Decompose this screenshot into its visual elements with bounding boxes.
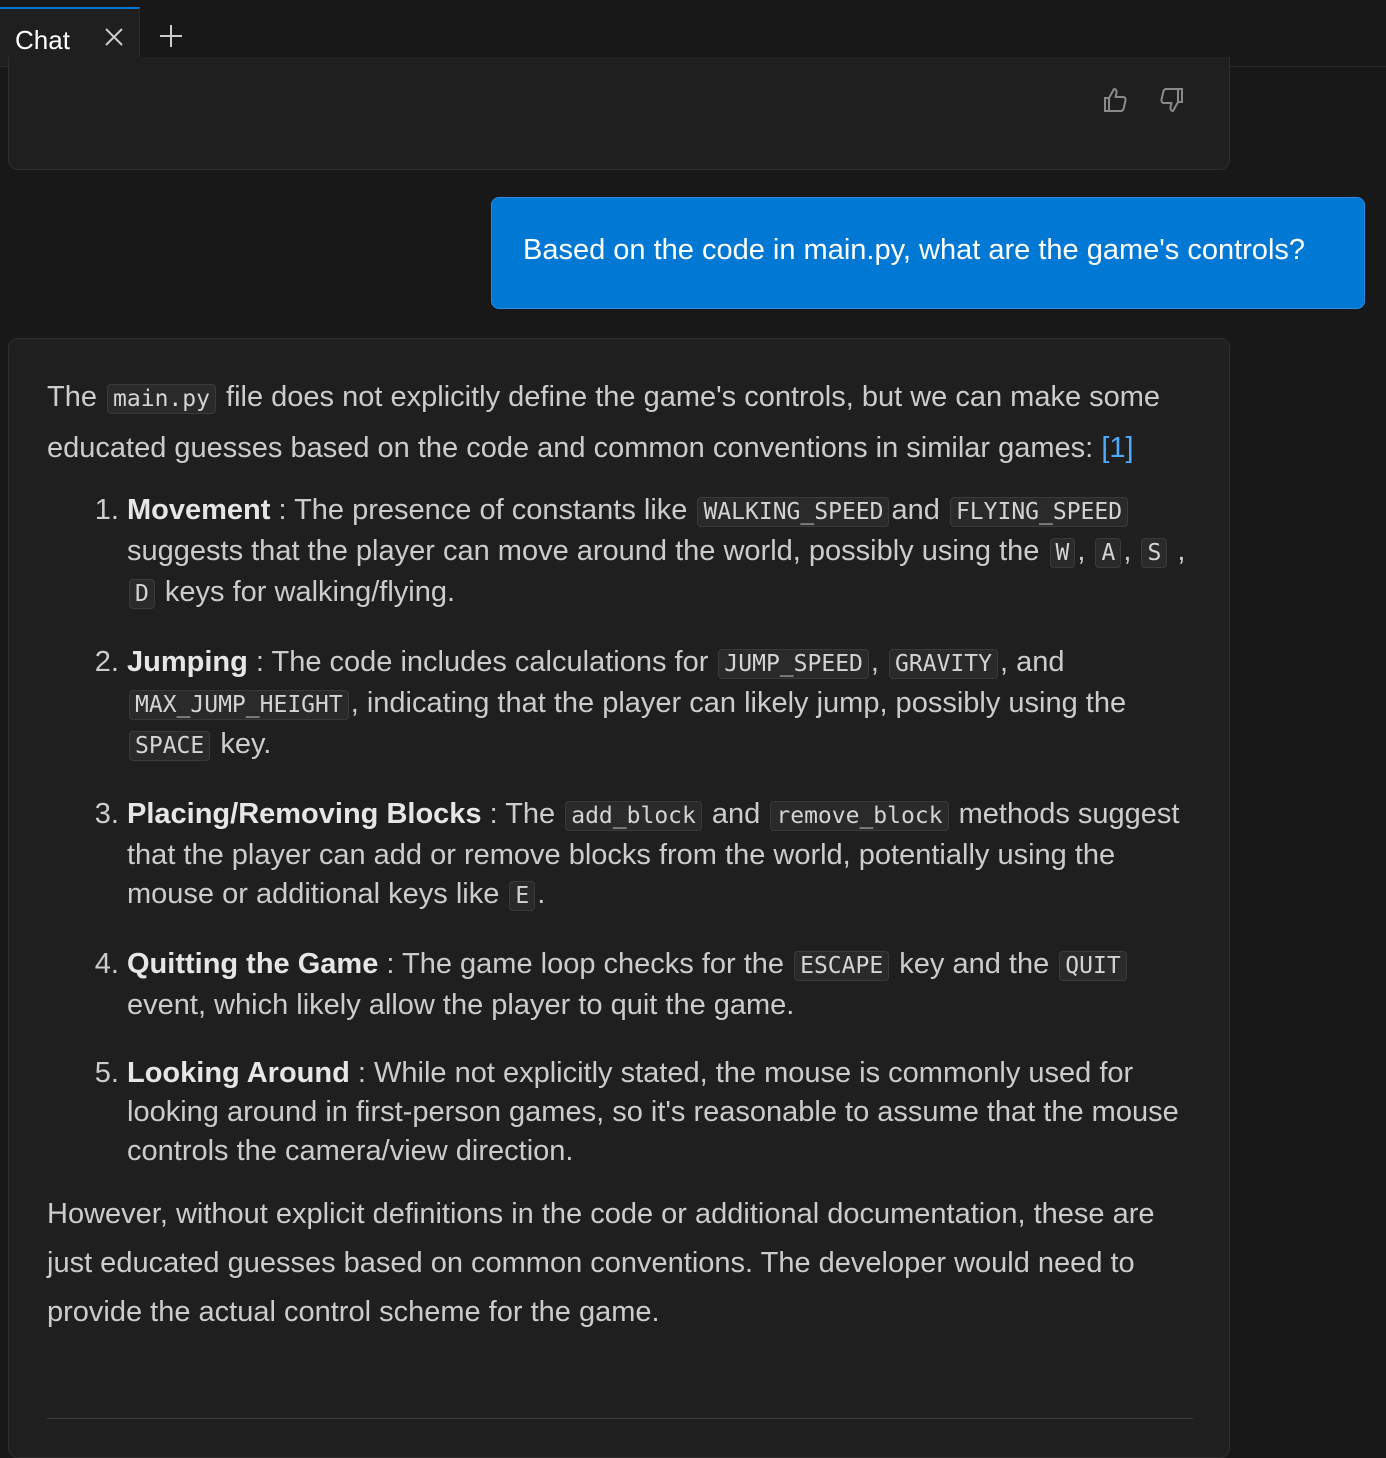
response-closing: However, without explicit definitions in the code or additional documentation, these are just educated guesses based on common conventions. The developer would need to provide the actual control scheme for the game. [47, 1198, 1155, 1328]
inline-code: GRAVITY [889, 649, 998, 679]
assistant-response-card [8, 338, 1230, 1458]
item-title: Looking Around [127, 1057, 350, 1089]
inline-code: QUIT [1059, 951, 1126, 981]
list-item: 1. Movement : The presence of constants like WALKING_SPEED and FLYING_SPEED suggests that the player can move around the world, possibly using the W , A , S , D keys for walking/flying. [127, 491, 1197, 614]
item-text: , and [999, 646, 1065, 678]
item-text: and [891, 494, 940, 526]
inline-code: D [129, 579, 155, 609]
inline-code: W [1050, 538, 1076, 568]
item-text: : The code includes calculations for [255, 646, 709, 678]
list-item [127, 795, 1197, 916]
divider [47, 1418, 1193, 1419]
inline-code: add_block [565, 801, 702, 831]
item-title: Quitting the Game [127, 948, 379, 980]
item-text: methods suggest that the player can add or remove blocks from the world, potentially using the mouse or additional keys like [127, 798, 1180, 910]
tab-chat-label: Chat [15, 25, 70, 55]
user-message-text: Based on the code in main.py, what are the game's controls? [523, 234, 1306, 266]
intro-text: file does not explicitly define the game's controls, but we can make some educated guesses based on the code and common conventions in similar games: [47, 381, 1161, 464]
inline-code: SPACE [129, 731, 210, 761]
item-title: Movement [127, 494, 271, 526]
window-top-strip [0, 0, 1386, 7]
plus-icon[interactable] [156, 21, 186, 51]
item-text: : The presence of constants like [278, 494, 688, 526]
item-text: , indicating that the player can likely jump, possibly using the [350, 687, 1127, 719]
chat-panel [0, 67, 1386, 1438]
item-text: key and the [899, 948, 1050, 980]
inline-code: main.py [107, 384, 216, 414]
previous-response-card [8, 57, 1230, 170]
item-text: : The game loop checks for the [386, 948, 785, 980]
inline-code: A [1095, 538, 1121, 568]
thumbs-up-icon[interactable] [1100, 85, 1130, 115]
list-item: 2. Jumping : The code includes calculations for JUMP_SPEED , GRAVITY , and MAX_JUMP_HEIGHT , indicating that the player can likely jump, possibly using the SPACE key. [127, 643, 1197, 766]
intro-text: The [47, 381, 97, 413]
item-text: key. [220, 728, 272, 760]
item-text: suggests that the player can move around the world, possibly using the [127, 535, 1040, 567]
item-text: keys for walking/flying. [164, 576, 456, 608]
item-text: : While not explicitly stated, the mouse is commonly used for looking around in first-person games, so it's reasonable to assume that the mouse controls the camera/view direction. [127, 1057, 1179, 1167]
response-body [47, 373, 1197, 1337]
inline-code: E [509, 881, 535, 911]
inline-code: S [1141, 538, 1167, 568]
thumbs-down-icon[interactable] [1157, 85, 1187, 115]
list-item [127, 945, 1197, 1025]
inline-code: FLYING_SPEED [950, 497, 1128, 527]
controls-list [47, 491, 1197, 1171]
inline-code: WALKING_SPEED [697, 497, 889, 527]
citation-link[interactable]: [1] [1101, 432, 1134, 464]
item-text: . [537, 878, 546, 910]
user-message-bubble [491, 197, 1365, 309]
close-icon[interactable] [100, 23, 128, 51]
item-title: Jumping [127, 646, 248, 678]
list-item [127, 1054, 1197, 1171]
inline-code: JUMP_SPEED [718, 649, 868, 679]
item-text: and [711, 798, 761, 830]
item-text: event, which likely allow the player to quit the game. [127, 989, 795, 1021]
response-intro [47, 373, 1197, 473]
item-text: : The [489, 798, 556, 830]
inline-code: remove_block [770, 801, 948, 831]
inline-code: ESCAPE [794, 951, 889, 981]
item-title: Placing/Removing Blocks [127, 798, 482, 830]
inline-code: MAX_JUMP_HEIGHT [129, 690, 349, 720]
